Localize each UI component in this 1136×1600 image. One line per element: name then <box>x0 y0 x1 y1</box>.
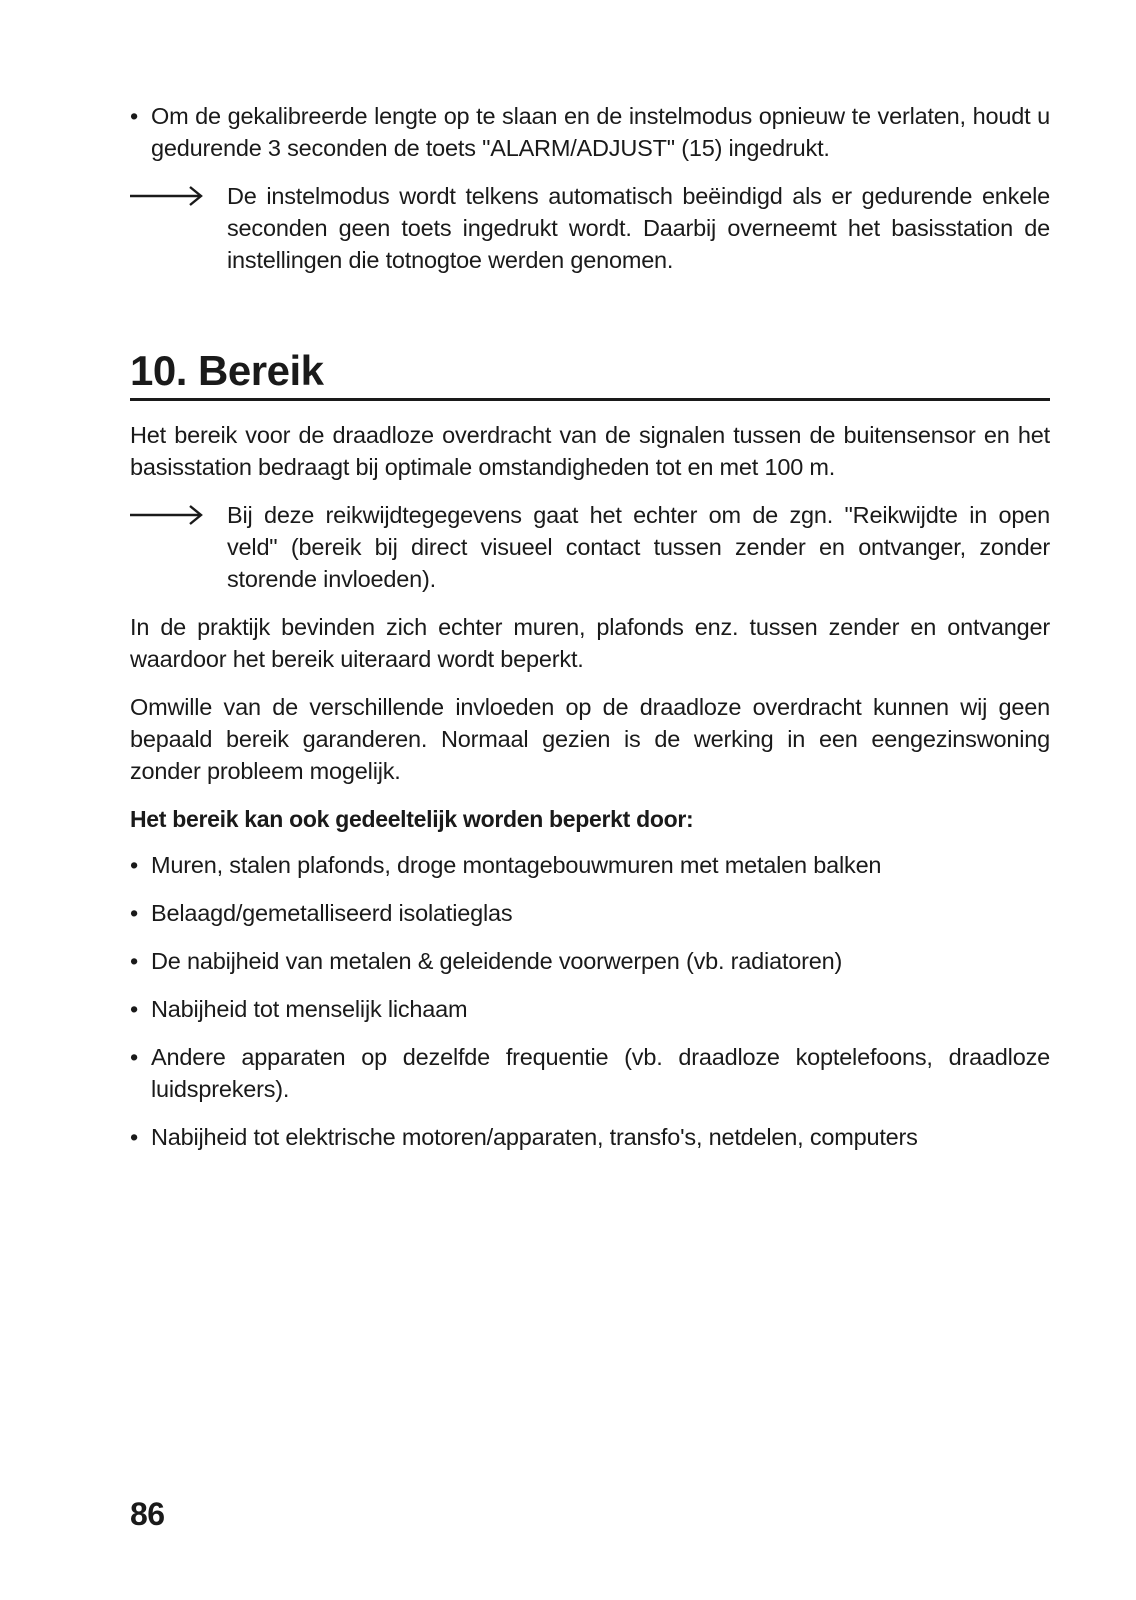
bullet-dot: • <box>130 852 139 878</box>
bullet-text: Muren, stalen plafonds, droge montagebouwmuren met metalen balken <box>151 852 882 878</box>
list-subheading: Het bereik kan ook gedeeltelijk worden beperkt door: <box>130 806 694 832</box>
note-setup-mode <box>130 180 1050 276</box>
note-open-field-range <box>130 499 1050 595</box>
bullet-text: Andere apparaten op dezelfde frequentie (vb. draadloze koptelefoons, draadloze luidsprekers). <box>151 1044 1050 1102</box>
long-right-arrow-icon <box>130 185 204 207</box>
bullet-dot: • <box>130 1124 139 1150</box>
list-item <box>130 993 1050 1025</box>
paragraph-walls: In de praktijk bevinden zich echter muren, plafonds enz. tussen zender en ontvanger waardoor het bereik uiteraard wordt beperkt. <box>130 614 1050 672</box>
paragraph-no-guarantee: Omwille van de verschillende invloeden op de draadloze overdracht kunnen wij geen bepaald bereik garanderen. Normaal gezien is de werking in een eengezinswoning zonder probleem mogelijk. <box>130 694 1050 784</box>
list-item <box>130 897 1050 929</box>
bullet-text: Nabijheid tot menselijk lichaam <box>151 996 468 1022</box>
section-heading: 10. Bereik <box>130 346 1050 401</box>
bullet-dot: • <box>130 103 139 129</box>
list-item <box>130 1121 1050 1153</box>
long-right-arrow-icon <box>130 504 204 526</box>
bullet-dot: • <box>130 1044 139 1070</box>
bullet-item-save-calibration <box>130 100 1050 164</box>
bullet-text: Nabijheid tot elektrische motoren/apparaten, transfo's, netdelen, computers <box>151 1124 918 1150</box>
bullet-text: Belaagd/gemetalliseerd isolatieglas <box>151 900 513 926</box>
list-item <box>130 945 1050 977</box>
bullet-text: De nabijheid van metalen & geleidende voorwerpen (vb. radiatoren) <box>151 948 843 974</box>
bullet-dot: • <box>130 948 139 974</box>
bullet-dot: • <box>130 996 139 1022</box>
document-page <box>130 100 1050 1169</box>
note-text: Bij deze reikwijdtegegevens gaat het echter om de zgn. "Reikwijdte in open veld" (bereik bij direct visueel contact tussen zender en ontvanger, zonder storende invloeden). <box>227 502 1050 592</box>
page-number: 86 <box>130 1496 165 1532</box>
note-text: De instelmodus wordt telkens automatisch beëindigd als er gedurende enkele seconden geen toets ingedrukt wordt. Daarbij overneemt het basisstation de instellingen die totnogtoe werden genomen. <box>227 183 1050 273</box>
list-item <box>130 849 1050 881</box>
intro-paragraph: Het bereik voor de draadloze overdracht van de signalen tussen de buitensensor en het basisstation bedraagt bij optimale omstandigheden tot en met 100 m. <box>130 422 1050 480</box>
bullet-text: Om de gekalibreerde lengte op te slaan en de instelmodus opnieuw te verlaten, houdt u gedurende 3 seconden de toets "ALARM/ADJUST" (15) ingedrukt. <box>151 103 1050 161</box>
list-item <box>130 1041 1050 1105</box>
bullet-dot: • <box>130 900 139 926</box>
